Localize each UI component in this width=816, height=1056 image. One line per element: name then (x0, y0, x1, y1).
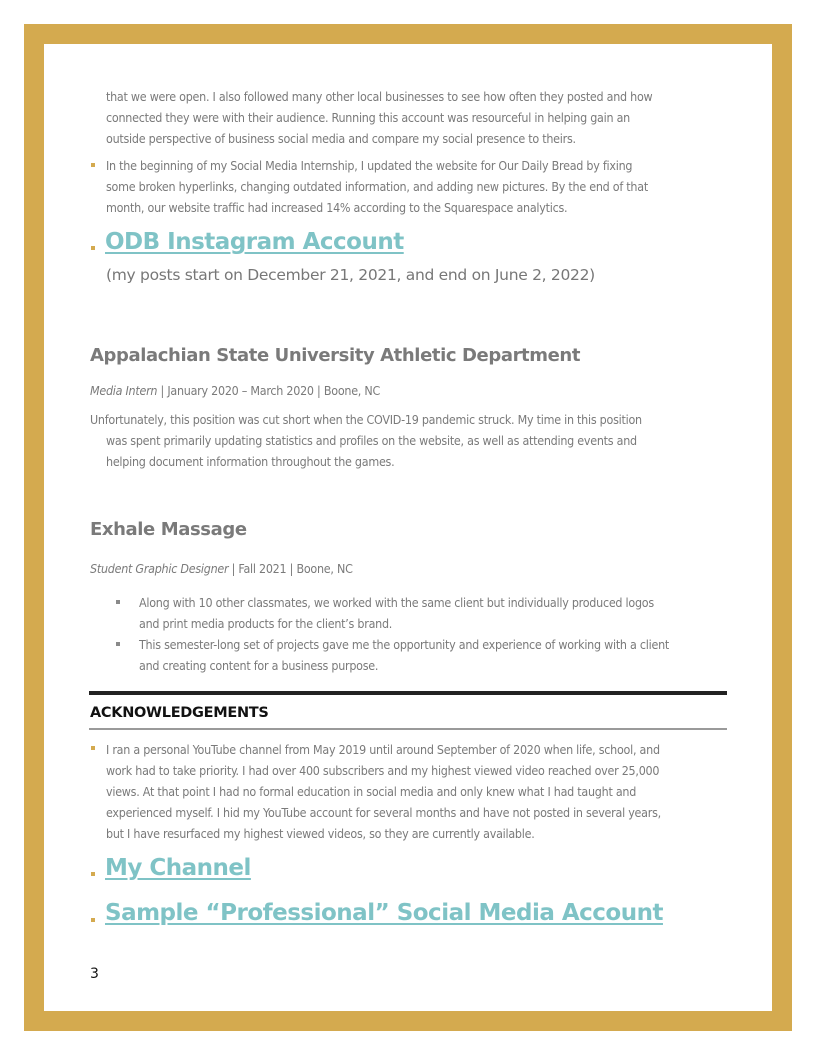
website-update-bullet (106, 155, 648, 218)
job-role: Student Graphic Designer (90, 561, 229, 576)
text-line: and print media products for the client’s brand. (139, 616, 393, 631)
text-line: was spent primarily updating statistics and profiles on the website, as well as attending events and (106, 433, 637, 448)
organization-heading-exhale: Exhale Massage (90, 519, 247, 540)
bullet-icon (91, 918, 95, 922)
job-description-appstate (90, 409, 642, 472)
organization-heading-appstate: Appalachian State University Athletic Department (90, 345, 581, 366)
page-number: 3 (90, 966, 99, 982)
text-line: In the beginning of my Social Media Internship, I updated the website for Our Daily Bread by fixing (106, 158, 633, 173)
text-line: views. At that point I had no formal education in social media and only knew what I had taught and (106, 784, 637, 799)
section-divider-thin (89, 728, 727, 730)
bullet-icon (91, 246, 95, 250)
bullet-icon (91, 872, 95, 876)
odb-continuation-paragraph (106, 86, 652, 149)
section-title-acknowledgements: ACKNOWLEDGEMENTS (90, 705, 269, 721)
text-line: but I have resurfaced my highest viewed videos, so they are currently available. (106, 826, 535, 841)
job-meta-appstate (90, 380, 380, 401)
text-line: This semester-long set of projects gave me the opportunity and experience of working with a client (139, 637, 670, 652)
youtube-bullet (106, 739, 661, 844)
section-divider-thick (89, 691, 727, 695)
text-line: helping document information throughout the games. (106, 454, 395, 469)
instagram-posts-note: (my posts start on December 21, 2021, and end on June 2, 2022) (106, 266, 595, 284)
job-role: Media Intern (90, 383, 158, 398)
job-details: | Fall 2021 | Boone, NC (228, 561, 353, 576)
exhale-bullet (139, 634, 669, 676)
text-line: outside perspective of business social media and compare my social presence to theirs. (106, 131, 576, 146)
exhale-bullet (139, 592, 654, 634)
bullet-icon (116, 642, 120, 646)
bullet-icon (116, 600, 120, 604)
text-line: Unfortunately, this position was cut short when the COVID-19 pandemic struck. My time in this position (90, 412, 642, 427)
text-line: month, our website traffic had increased 14% according to the Squarespace analytics. (106, 200, 568, 215)
text-line: that we were open. I also followed many other local businesses to see how often they posted and how (106, 89, 653, 104)
my-channel-link[interactable]: My Channel (105, 855, 251, 881)
text-line: connected they were with their audience. Running this account was resourceful in helping gain an (106, 110, 630, 125)
text-line: Along with 10 other classmates, we worked with the same client but individually produced logos (139, 595, 654, 610)
job-meta-exhale (90, 558, 353, 579)
text-line: and creating content for a business purpose. (139, 658, 379, 673)
job-details: | January 2020 – March 2020 | Boone, NC (157, 383, 381, 398)
text-line: experienced myself. I hid my YouTube account for several months and have not posted in several years, (106, 805, 661, 820)
text-line: some broken hyperlinks, changing outdated information, and adding new pictures. By the end of that (106, 179, 648, 194)
odb-instagram-link[interactable]: ODB Instagram Account (105, 229, 404, 255)
text-line: work had to take priority. I had over 400 subscribers and my highest viewed video reached over 25,000 (106, 763, 660, 778)
bullet-icon (91, 746, 95, 750)
text-line: I ran a personal YouTube channel from May 2019 until around September of 2020 when life, school, and (106, 742, 660, 757)
sample-social-media-link[interactable]: Sample “Professional” Social Media Account (105, 900, 663, 926)
bullet-icon (91, 163, 95, 167)
